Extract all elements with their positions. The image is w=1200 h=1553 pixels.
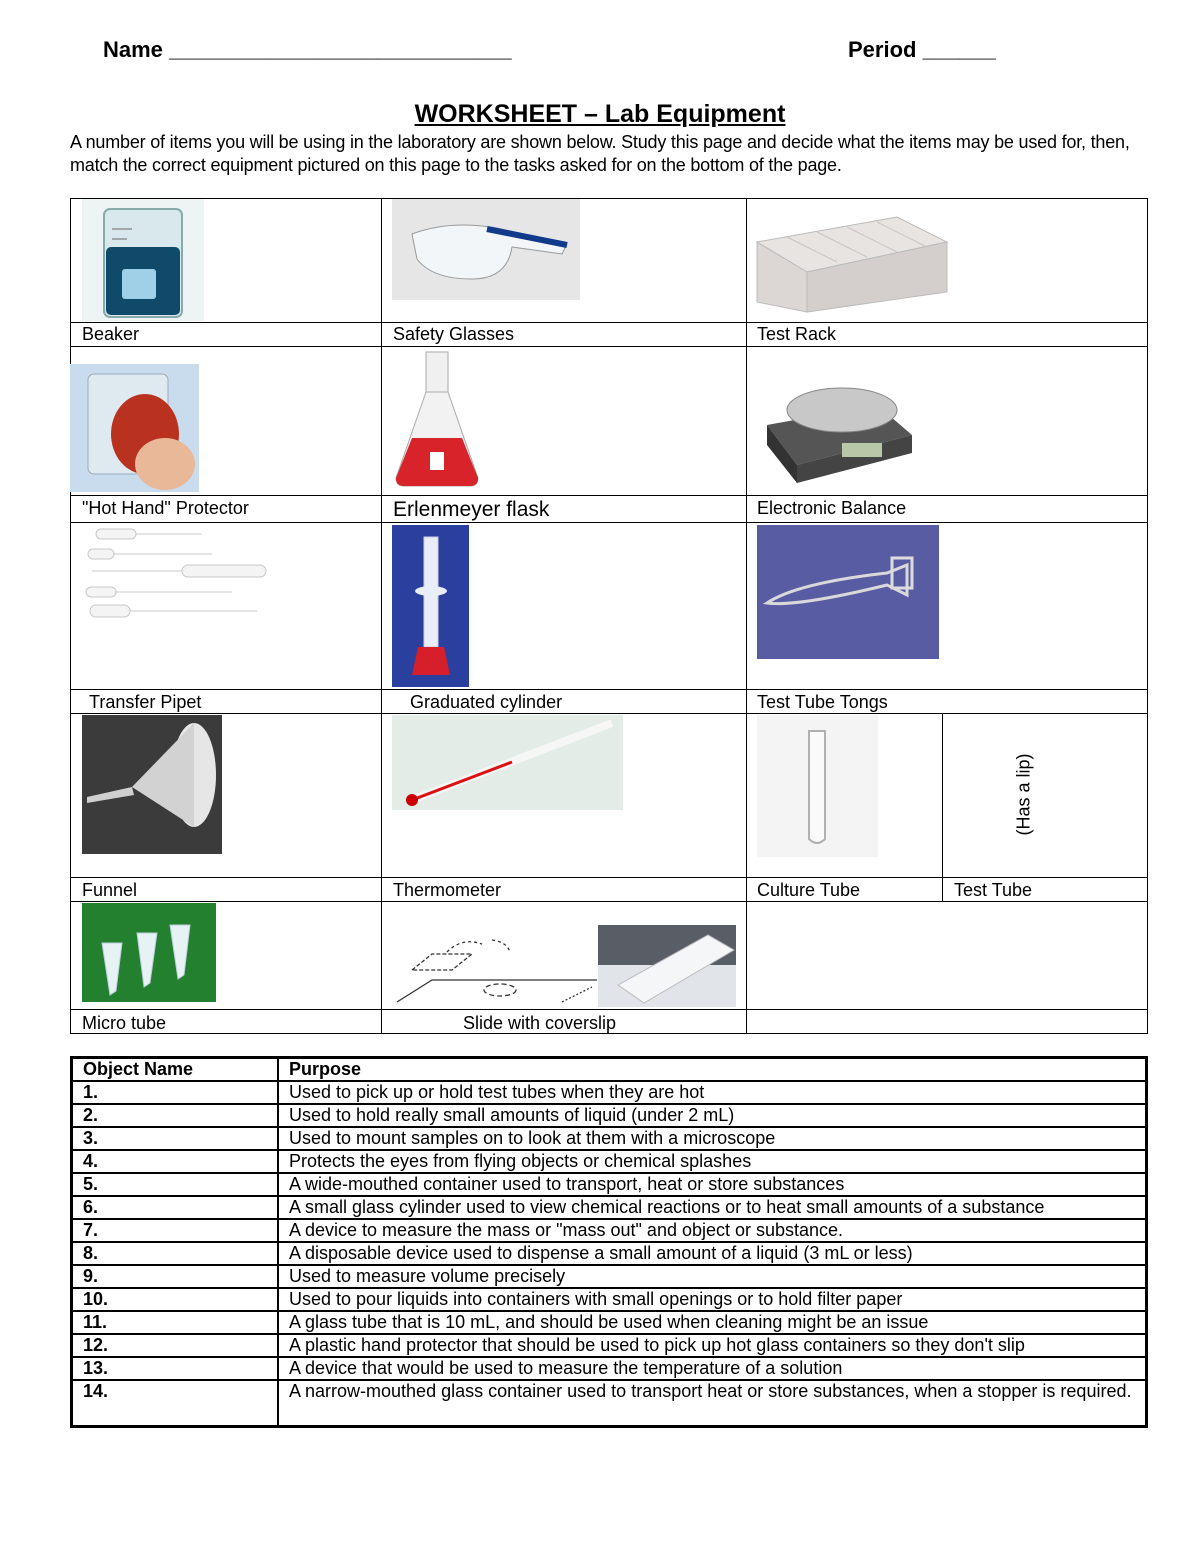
label-funnel: Funnel bbox=[82, 880, 138, 900]
hot-hand-image bbox=[70, 364, 199, 492]
table-row[interactable] bbox=[72, 1380, 1147, 1427]
culture-tube-image bbox=[757, 715, 878, 857]
row-purpose: Used to pick up or hold test tubes when they are hot bbox=[278, 1081, 1147, 1104]
lip-note-box bbox=[1012, 750, 1036, 840]
answer-table bbox=[70, 1056, 1148, 1428]
graduated-cylinder-image bbox=[392, 525, 469, 687]
row-purpose: A narrow-mouthed glass container used to transport heat or store substances, when a stopper is required. bbox=[278, 1380, 1147, 1427]
row-number: 3. bbox=[72, 1127, 279, 1150]
label-test-tube: Test Tube bbox=[954, 880, 1033, 900]
row-purpose: Used to pour liquids into containers with small openings or to hold filter paper bbox=[278, 1288, 1147, 1311]
row-number: 1. bbox=[72, 1081, 279, 1104]
table-row[interactable] bbox=[72, 1173, 1147, 1196]
table-row[interactable] bbox=[72, 1311, 1147, 1334]
table-header-row bbox=[72, 1058, 1147, 1082]
row-number: 7. bbox=[72, 1219, 279, 1242]
label-test-rack: Test Rack bbox=[757, 324, 837, 344]
table-row[interactable] bbox=[72, 1242, 1147, 1265]
slide-photo-image bbox=[598, 925, 736, 1007]
period-blank: ______ bbox=[922, 37, 997, 62]
header-object-name: Object Name bbox=[72, 1058, 279, 1082]
row-number: 2. bbox=[72, 1104, 279, 1127]
label-slide: Slide with coverslip bbox=[463, 1013, 617, 1033]
row-number: 11. bbox=[72, 1311, 279, 1334]
period-label: Period bbox=[848, 37, 917, 62]
table-row[interactable] bbox=[72, 1219, 1147, 1242]
row-purpose: A small glass cylinder used to view chemical reactions or to heat small amounts of a substance bbox=[278, 1196, 1147, 1219]
table-row[interactable] bbox=[72, 1196, 1147, 1219]
table-row[interactable] bbox=[72, 1104, 1147, 1127]
row-purpose: Used to mount samples on to look at them with a microscope bbox=[278, 1127, 1147, 1150]
erlenmeyer-image bbox=[392, 348, 482, 490]
row-number: 14. bbox=[72, 1380, 279, 1427]
transfer-pipet-image bbox=[82, 525, 270, 625]
funnel-image bbox=[82, 715, 222, 854]
label-culture-tube: Culture Tube bbox=[757, 880, 861, 900]
table-row[interactable] bbox=[72, 1334, 1147, 1357]
label-beaker: Beaker bbox=[82, 324, 140, 344]
safety-glasses-image bbox=[392, 199, 580, 300]
name-blank: ____________________________ bbox=[169, 37, 512, 62]
row-purpose: Protects the eyes from flying objects or chemical splashes bbox=[278, 1150, 1147, 1173]
thermometer-image bbox=[392, 715, 623, 810]
row-number: 6. bbox=[72, 1196, 279, 1219]
slide-sketch-image bbox=[392, 932, 597, 1007]
header-purpose: Purpose bbox=[278, 1058, 1147, 1082]
label-transfer-pipet: Transfer Pipet bbox=[89, 692, 202, 712]
row-purpose: A glass tube that is 10 mL, and should be used when cleaning might be an issue bbox=[278, 1311, 1147, 1334]
beaker-image bbox=[82, 199, 204, 321]
label-erlenmeyer: Erlenmeyer flask bbox=[393, 498, 550, 521]
row-number: 4. bbox=[72, 1150, 279, 1173]
row-purpose: Used to measure volume precisely bbox=[278, 1265, 1147, 1288]
micro-tube-image bbox=[82, 903, 216, 1002]
row-number: 10. bbox=[72, 1288, 279, 1311]
row-number: 5. bbox=[72, 1173, 279, 1196]
table-row[interactable] bbox=[72, 1127, 1147, 1150]
name-field[interactable] bbox=[103, 37, 512, 63]
row-number: 12. bbox=[72, 1334, 279, 1357]
row-number: 13. bbox=[72, 1357, 279, 1380]
label-safety-glasses: Safety Glasses bbox=[393, 324, 515, 344]
label-test-tube-tongs: Test Tube Tongs bbox=[757, 692, 888, 712]
label-thermometer: Thermometer bbox=[393, 880, 502, 900]
instructions: A number of items you will be using in the laboratory are shown below. Study this page and decide what the items may be used for, then, match the correct equipment pictured on this page to the tasks asked for on the bottom of the page. bbox=[70, 132, 1130, 175]
row-purpose: A disposable device used to dispense a small amount of a liquid (3 mL or less) bbox=[278, 1242, 1147, 1265]
period-field[interactable] bbox=[848, 37, 996, 63]
row-purpose: A wide-mouthed container used to transport, heat or store substances bbox=[278, 1173, 1147, 1196]
row-purpose: Used to hold really small amounts of liquid (under 2 mL) bbox=[278, 1104, 1147, 1127]
row-purpose: A plastic hand protector that should be used to pick up hot glass containers so they don't slip bbox=[278, 1334, 1147, 1357]
label-electronic-balance: Electronic Balance bbox=[757, 498, 907, 518]
label-graduated-cylinder: Graduated cylinder bbox=[410, 692, 563, 712]
table-row[interactable] bbox=[72, 1081, 1147, 1104]
name-label: Name bbox=[103, 37, 163, 62]
table-row[interactable] bbox=[72, 1265, 1147, 1288]
label-micro-tube: Micro tube bbox=[82, 1013, 167, 1033]
test-rack-image bbox=[747, 212, 949, 314]
worksheet-title: WORKSHEET – Lab Equipment bbox=[414, 100, 786, 128]
electronic-balance-image bbox=[757, 375, 915, 485]
lip-note: (Has a lip) bbox=[1013, 753, 1034, 836]
row-number: 9. bbox=[72, 1265, 279, 1288]
row-purpose: A device that would be used to measure the temperature of a solution bbox=[278, 1357, 1147, 1380]
row-purpose: A device to measure the mass or "mass out" and object or substance. bbox=[278, 1219, 1147, 1242]
label-hot-hand: "Hot Hand" Protector bbox=[82, 498, 249, 518]
test-tube-tongs-image bbox=[757, 525, 939, 659]
table-row[interactable] bbox=[72, 1150, 1147, 1173]
row-number: 8. bbox=[72, 1242, 279, 1265]
table-row[interactable] bbox=[72, 1357, 1147, 1380]
table-row[interactable] bbox=[72, 1288, 1147, 1311]
